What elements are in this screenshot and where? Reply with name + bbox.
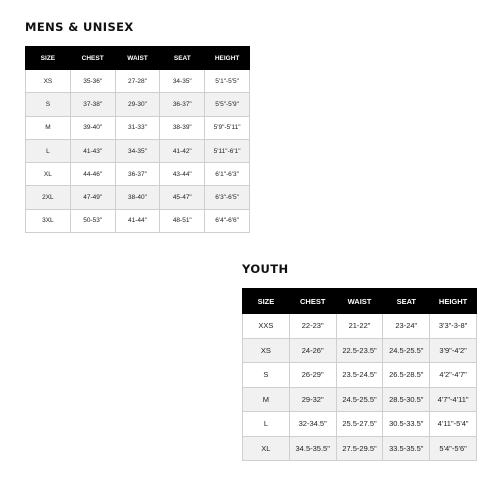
size-cell: XS	[26, 70, 71, 93]
header-height: HEIGHT	[430, 289, 477, 314]
chest-cell: 24-26"	[289, 338, 336, 363]
height-cell: 6'4"-6'6"	[205, 209, 250, 232]
table-row	[26, 186, 250, 209]
waist-cell: 21-22"	[336, 314, 383, 339]
table-row	[243, 412, 477, 437]
chest-cell: 29-32"	[289, 387, 336, 412]
seat-cell: 28.5-30.5"	[383, 387, 430, 412]
waist-cell: 24.5-25.5"	[336, 387, 383, 412]
seat-cell: 48-51"	[160, 209, 205, 232]
size-cell: XXS	[243, 314, 290, 339]
youth-title: YOUTH	[242, 262, 289, 276]
chest-cell: 34.5-35.5"	[289, 436, 336, 461]
seat-cell: 26.5-28.5"	[383, 363, 430, 388]
mens-unisex-title: MENS & UNISEX	[25, 20, 134, 34]
height-cell: 5'4"-5'6"	[430, 436, 477, 461]
chest-cell: 50-53"	[70, 209, 115, 232]
table-row	[26, 116, 250, 139]
table-row	[26, 139, 250, 162]
size-cell: M	[26, 116, 71, 139]
table-row	[243, 363, 477, 388]
seat-cell: 36-37"	[160, 93, 205, 116]
height-cell: 3'3"-3-8"	[430, 314, 477, 339]
seat-cell: 23-24"	[383, 314, 430, 339]
table-row	[26, 70, 250, 93]
seat-cell: 41-42"	[160, 139, 205, 162]
waist-cell: 31-33"	[115, 116, 160, 139]
chest-cell: 41-43"	[70, 139, 115, 162]
height-cell: 4'11"-5'4"	[430, 412, 477, 437]
table-row	[243, 387, 477, 412]
header-seat: SEAT	[383, 289, 430, 314]
table-row	[243, 436, 477, 461]
size-cell: L	[243, 412, 290, 437]
seat-cell: 38-39"	[160, 116, 205, 139]
chest-cell: 37-38"	[70, 93, 115, 116]
waist-cell: 41-44"	[115, 209, 160, 232]
size-cell: 3XL	[26, 209, 71, 232]
header-size: SIZE	[243, 289, 290, 314]
youth-size-table	[242, 288, 477, 461]
waist-cell: 36-37"	[115, 163, 160, 186]
chest-cell: 26-29"	[289, 363, 336, 388]
seat-cell: 24.5-25.5"	[383, 338, 430, 363]
size-cell: L	[26, 139, 71, 162]
waist-cell: 22.5-23.5"	[336, 338, 383, 363]
height-cell: 4'7"-4'11"	[430, 387, 477, 412]
header-size: SIZE	[26, 47, 71, 70]
height-cell: 3'9"-4'2"	[430, 338, 477, 363]
height-cell: 4'2"-4'7"	[430, 363, 477, 388]
waist-cell: 23.5-24.5"	[336, 363, 383, 388]
seat-cell: 30.5-33.5"	[383, 412, 430, 437]
height-cell: 5'11"-6'1"	[205, 139, 250, 162]
size-cell: S	[243, 363, 290, 388]
size-cell: M	[243, 387, 290, 412]
chest-cell: 32-34.5"	[289, 412, 336, 437]
height-cell: 5'9"-5'11"	[205, 116, 250, 139]
chest-cell: 35-36"	[70, 70, 115, 93]
header-chest: CHEST	[289, 289, 336, 314]
size-cell: S	[26, 93, 71, 116]
mens-size-table	[25, 46, 250, 233]
waist-cell: 27-28"	[115, 70, 160, 93]
header-chest: CHEST	[70, 47, 115, 70]
size-cell: XS	[243, 338, 290, 363]
header-height: HEIGHT	[205, 47, 250, 70]
table-row	[243, 338, 477, 363]
waist-cell: 34-35"	[115, 139, 160, 162]
waist-cell: 25.5-27.5"	[336, 412, 383, 437]
seat-cell: 43-44"	[160, 163, 205, 186]
chest-cell: 39-40"	[70, 116, 115, 139]
seat-cell: 33.5-35.5"	[383, 436, 430, 461]
table-row	[243, 314, 477, 339]
size-cell: 2XL	[26, 186, 71, 209]
height-cell: 5'1"-5'5"	[205, 70, 250, 93]
height-cell: 5'5"-5'9"	[205, 93, 250, 116]
height-cell: 6'3"-6'5"	[205, 186, 250, 209]
chest-cell: 47-49"	[70, 186, 115, 209]
chest-cell: 22-23"	[289, 314, 336, 339]
size-cell: XL	[26, 163, 71, 186]
waist-cell: 27.5-29.5"	[336, 436, 383, 461]
header-row	[26, 47, 250, 70]
waist-cell: 29-30"	[115, 93, 160, 116]
table-row	[26, 209, 250, 232]
table-row	[26, 163, 250, 186]
header-waist: WAIST	[115, 47, 160, 70]
size-cell: XL	[243, 436, 290, 461]
header-row	[243, 289, 477, 314]
height-cell: 6'1"-6'3"	[205, 163, 250, 186]
header-waist: WAIST	[336, 289, 383, 314]
waist-cell: 38-40"	[115, 186, 160, 209]
header-seat: SEAT	[160, 47, 205, 70]
table-row	[26, 93, 250, 116]
seat-cell: 34-35"	[160, 70, 205, 93]
seat-cell: 45-47"	[160, 186, 205, 209]
chest-cell: 44-46"	[70, 163, 115, 186]
